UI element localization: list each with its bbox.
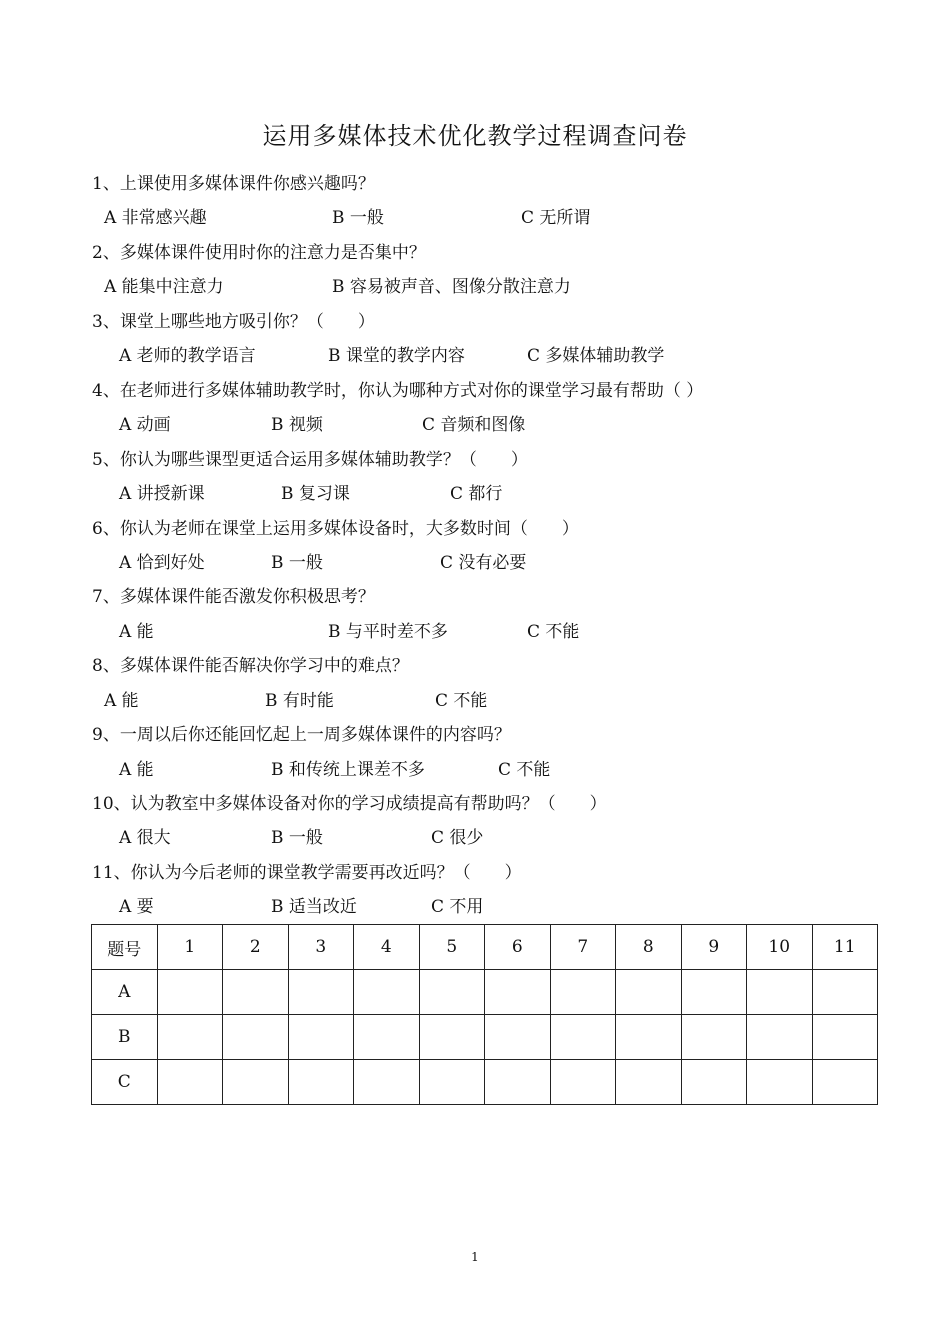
question-6: 6、你认为老师在课堂上运用多媒体设备时，大多数时间（ ）	[92, 519, 579, 539]
answer-cell[interactable]	[288, 1060, 354, 1105]
answer-cell[interactable]	[681, 1060, 747, 1105]
header-cell: 7	[550, 925, 616, 970]
answer-cell[interactable]	[616, 1060, 682, 1105]
row-label: A	[92, 970, 158, 1015]
option-a: A 恰到好处	[119, 553, 205, 573]
question-10: 10、认为教室中多媒体设备对你的学习成绩提高有帮助吗？（ ）	[92, 794, 607, 814]
option-a: A 老师的教学语言	[119, 346, 256, 366]
answer-cell[interactable]	[288, 970, 354, 1015]
answer-cell[interactable]	[747, 1015, 813, 1060]
question-11: 11、你认为今后老师的课堂教学需要再改近吗？（ ）	[92, 863, 522, 883]
page-title: 运用多媒体技术优化教学过程调查问卷	[262, 122, 688, 150]
answer-cell[interactable]	[354, 1015, 420, 1060]
option-b: B 视频	[271, 415, 323, 435]
header-cell: 11	[812, 925, 878, 970]
option-a: A 很大	[119, 828, 171, 848]
answer-cell[interactable]	[223, 1015, 289, 1060]
option-c: C 没有必要	[440, 553, 527, 573]
answer-cell[interactable]	[812, 1060, 878, 1105]
option-b: B 课堂的教学内容	[328, 346, 465, 366]
option-a: A 能	[104, 691, 139, 711]
table-row	[92, 1015, 878, 1060]
answer-cell[interactable]	[616, 970, 682, 1015]
answer-cell[interactable]	[550, 970, 616, 1015]
option-b: B 复习课	[281, 484, 350, 504]
option-b: B 与平时差不多	[328, 622, 448, 642]
option-b: B 一般	[332, 208, 384, 228]
table-header-row	[92, 925, 878, 970]
option-c: C 不能	[527, 622, 580, 642]
option-a: A 能集中注意力	[104, 277, 224, 297]
option-b: B 和传统上课差不多	[271, 760, 425, 780]
option-c: C 都行	[450, 484, 503, 504]
answer-cell[interactable]	[157, 1015, 223, 1060]
question-2: 2、多媒体课件使用时你的注意力是否集中？	[92, 243, 426, 263]
option-c: C 不用	[431, 897, 484, 917]
header-cell: 4	[354, 925, 420, 970]
option-a: A 非常感兴趣	[104, 208, 207, 228]
option-a: A 能	[119, 622, 154, 642]
answer-cell[interactable]	[157, 970, 223, 1015]
table-row	[92, 970, 878, 1015]
answer-cell[interactable]	[419, 1060, 485, 1105]
header-cell: 题号	[92, 925, 158, 970]
answer-cell[interactable]	[681, 970, 747, 1015]
answer-cell[interactable]	[288, 1015, 354, 1060]
table-row	[92, 1060, 878, 1105]
option-c: C 不能	[498, 760, 551, 780]
answer-cell[interactable]	[681, 1015, 747, 1060]
question-4: 4、在老师进行多媒体辅助教学时，你认为哪种方式对你的课堂学习最有帮助（ ）	[92, 381, 704, 401]
answer-cell[interactable]	[419, 970, 485, 1015]
option-a: A 要	[119, 897, 154, 917]
option-c: C 很少	[431, 828, 484, 848]
question-9: 9、一周以后你还能回忆起上一周多媒体课件的内容吗？	[92, 725, 511, 745]
answer-cell[interactable]	[747, 970, 813, 1015]
header-cell: 5	[419, 925, 485, 970]
answer-cell[interactable]	[223, 1060, 289, 1105]
option-b: B 一般	[271, 553, 323, 573]
header-cell: 6	[485, 925, 551, 970]
answer-cell[interactable]	[485, 1015, 551, 1060]
answer-cell[interactable]	[354, 1060, 420, 1105]
option-c: C 不能	[435, 691, 488, 711]
answer-cell[interactable]	[616, 1015, 682, 1060]
header-cell: 1	[157, 925, 223, 970]
row-label: B	[92, 1015, 158, 1060]
answer-cell[interactable]	[419, 1015, 485, 1060]
answer-cell[interactable]	[550, 1015, 616, 1060]
option-c: C 多媒体辅助教学	[527, 346, 665, 366]
answer-cell[interactable]	[747, 1060, 813, 1105]
row-label: C	[92, 1060, 158, 1105]
header-cell: 2	[223, 925, 289, 970]
question-3: 3、课堂上哪些地方吸引你？（ ）	[92, 312, 375, 332]
header-cell: 10	[747, 925, 813, 970]
option-b: B 适当改近	[271, 897, 357, 917]
question-7: 7、多媒体课件能否激发你积极思考？	[92, 587, 375, 607]
option-b: B 容易被声音、图像分散注意力	[332, 277, 571, 297]
option-c: C 音频和图像	[422, 415, 526, 435]
option-b: B 一般	[271, 828, 323, 848]
answer-cell[interactable]	[812, 1015, 878, 1060]
answer-cell[interactable]	[485, 1060, 551, 1105]
option-a: A 讲授新课	[119, 484, 205, 504]
question-1: 1、上课使用多媒体课件你感兴趣吗？	[92, 174, 375, 194]
question-8: 8、多媒体课件能否解决你学习中的难点？	[92, 656, 409, 676]
question-5: 5、你认为哪些课型更适合运用多媒体辅助教学？（ ）	[92, 450, 528, 470]
option-b: B 有时能	[265, 691, 334, 711]
answer-table	[91, 924, 878, 1105]
header-cell: 3	[288, 925, 354, 970]
option-a: A 动画	[119, 415, 171, 435]
answer-cell[interactable]	[354, 970, 420, 1015]
option-c: C 无所谓	[521, 208, 591, 228]
header-cell: 9	[681, 925, 747, 970]
header-cell: 8	[616, 925, 682, 970]
answer-cell[interactable]	[812, 970, 878, 1015]
answer-cell[interactable]	[223, 970, 289, 1015]
page-number: 1	[471, 1250, 479, 1264]
answer-cell[interactable]	[157, 1060, 223, 1105]
answer-cell[interactable]	[485, 970, 551, 1015]
option-a: A 能	[119, 760, 154, 780]
answer-cell[interactable]	[550, 1060, 616, 1105]
